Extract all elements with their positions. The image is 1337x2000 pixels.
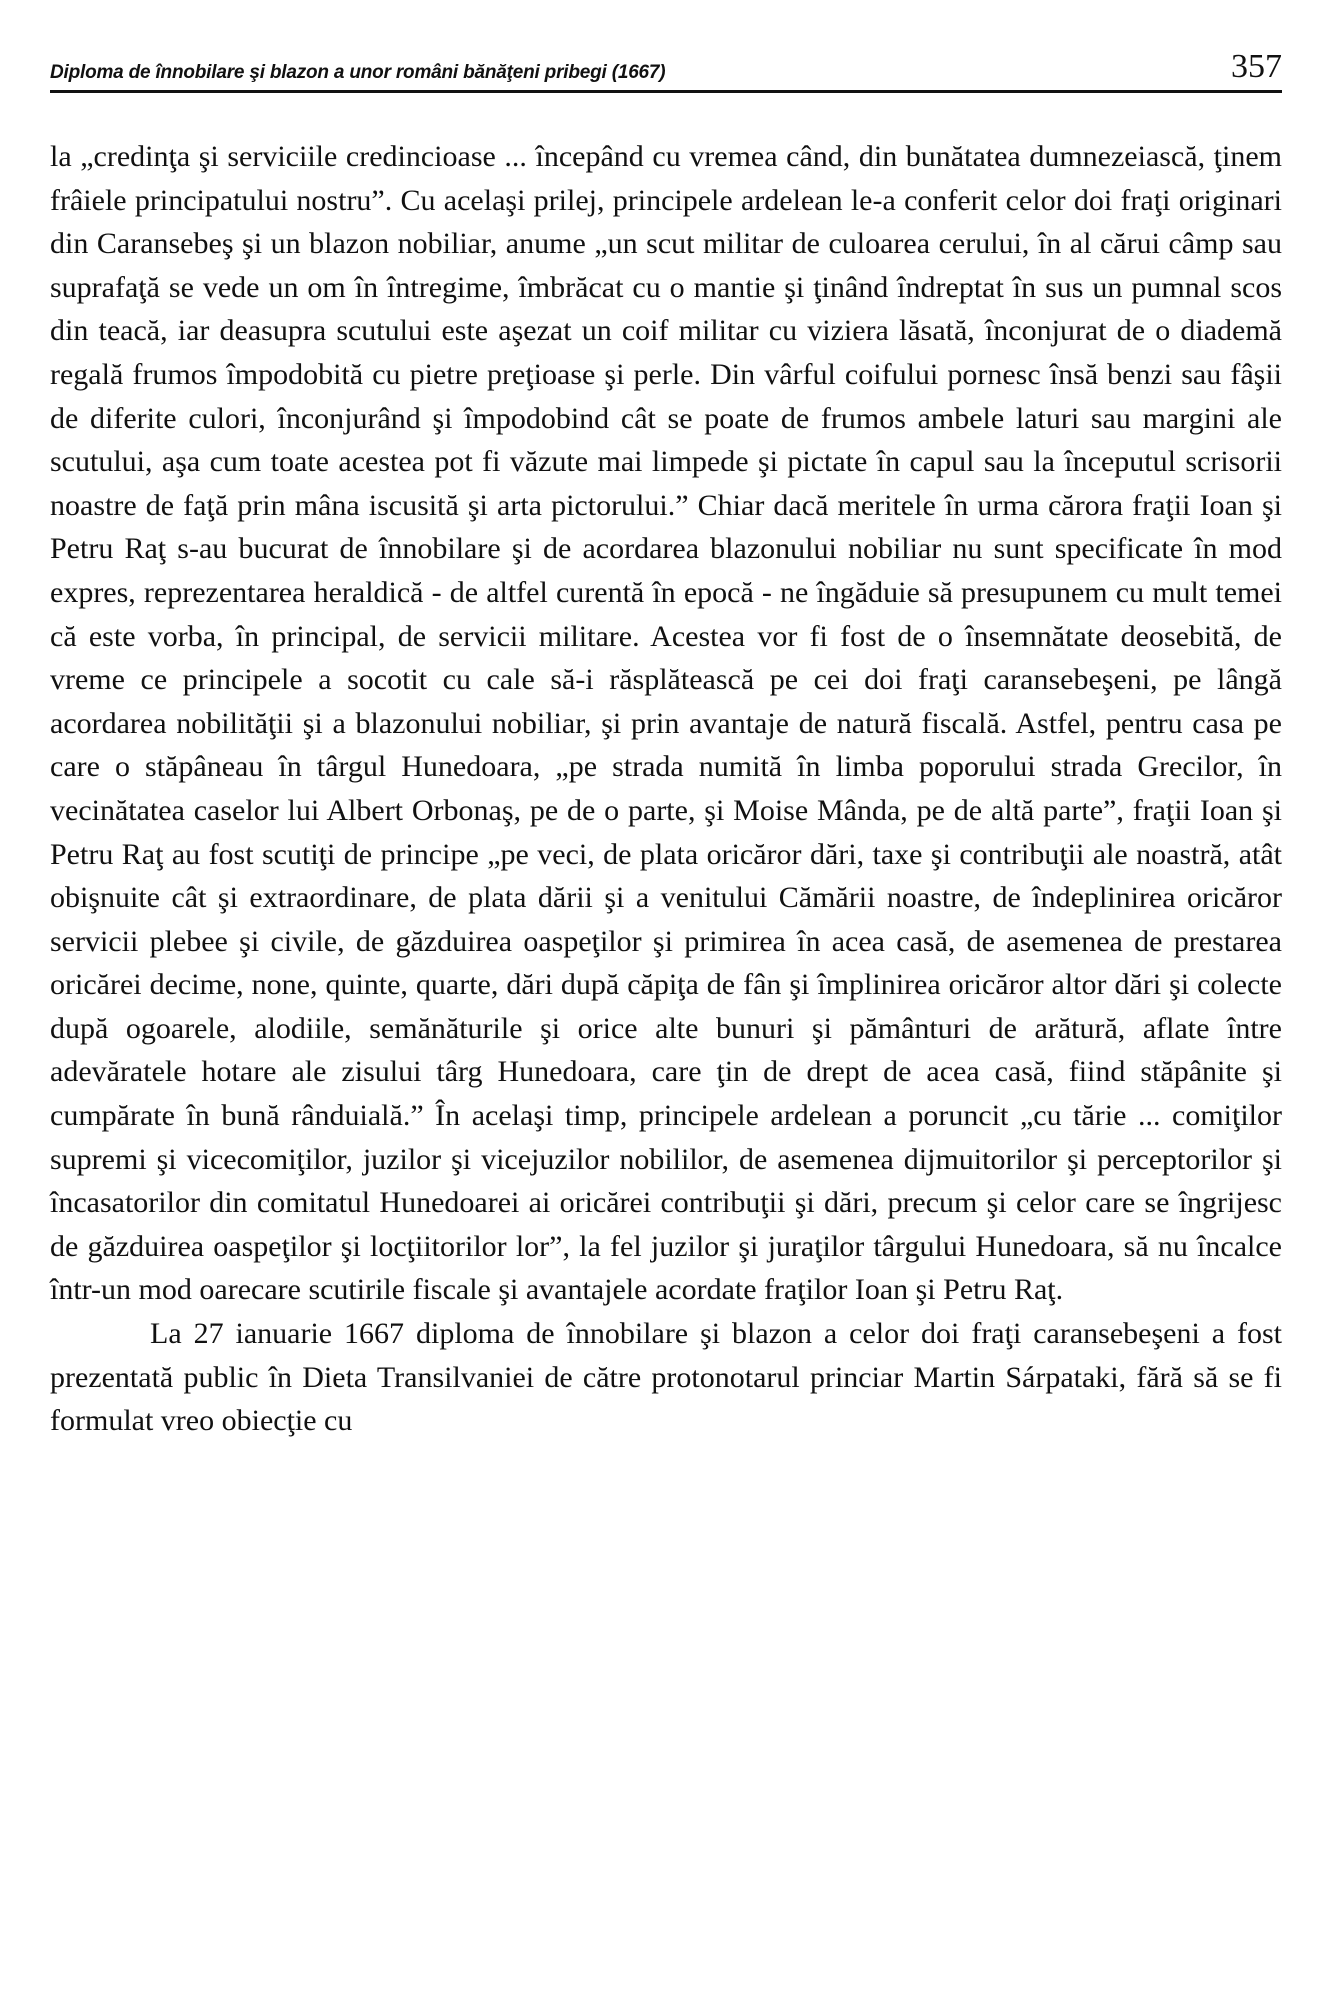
book-page (50, 40, 1282, 1443)
paragraph: La 27 ianuarie 1667 diploma de înnobilare şi blazon a celor doi fraţi caransebeşeni a fost prezentată public în Dieta Transilvaniei de către protonotarul princiar Martin Sárpataki, fără să se fi formulat vreo obiecţie cu (50, 1317, 1282, 1438)
paragraph-continued: la „credinţa şi serviciile credincioase ... începând cu vremea când, din bunătatea dumnezeiască, ţinem frâiele principatului nostru”. Cu acelaşi prilej, principele ardelean le-a conferit celor doi fraţi originari din Caransebeş şi un blazon nobiliar, anume „un scut militar de culoarea cerului, în al cărui câmp sau suprafaţă se vede un om în întregime, îmbrăcat cu o mantie şi ţinând îndreptat în sus un pumnal scos din teacă, iar deasupra scutului este aşezat un coif militar cu viziera lăsată, înconjurat de o diademă regală frumos împodobită cu pietre preţioase şi perle. Din vârful coifului pornesc însă benzi sau fâşii de diferite culori, înconjurând şi împodobind cât se poate de frumos ambele laturi sau margini ale scutului, aşa cum toate acestea pot fi văzute mai limpede şi pictate în capul sau la începutul scrisorii noastre de faţă prin mâna iscusită şi arta pictorului.” Chiar dacă meritele în urma cărora fraţii Ioan şi Petru Raţ s-au bucurat de înnobilare şi de acordarea blazonului nobiliar nu sunt specificate în mod expres, reprezentarea heraldică - de altfel curentă în epocă - ne îngăduie să presupunem cu mult temei că este vorba, în principal, de servicii militare. Acestea vor fi fost de o însemnătate deosebită, de vreme ce principele a socotit cu cale să-i răsplătească pe cei doi fraţi caransebeşeni, pe lângă acordarea nobilităţii şi a blazonului nobiliar, şi prin avantaje de natură fiscală. Astfel, pentru casa pe care o stăpâneau în târgul Hunedoara, „pe strada numită în limba poporului strada Grecilor, în vecinătatea caselor lui Albert Orbonaş, pe de o parte, şi Moise Mânda, pe de altă parte”, fraţii Ioan şi Petru Raţ au fost scutiţi de principe „pe veci, de plata oricăror dări, taxe şi contribuţii ale noastră, atât obişnuite cât şi extraordinare, de plata dării şi a venitului Cămării noastre, de îndeplinirea oricăror servicii plebee şi civile, de găzduirea oaspeţilor şi primirea în acea casă, de asemenea de prestarea oricărei decime, none, quinte, quarte, dări după căpiţa de fân şi împlinirea oricăror altor dări şi colecte după ogoarele, alodiile, semănăturile şi orice alte bunuri şi pământuri de arătură, aflate între adevăratele hotare ale zisului târg Hunedoara, care ţin de drept de acea casă, fiind stăpânite şi cumpărate în bună rânduială.” În acelaşi timp, principele ardelean a poruncit „cu tărie ... comiţilor supremi şi vicecomiţilor, juzilor şi vicejuzilor nobililor, de asemenea dijmuitorilor şi perceptorilor şi încasatorilor din comitatul Hunedoarei ai oricărei contribuţii şi dări, precum şi celor care se îngrijesc de găzduirea oaspeţilor şi locţiitorilor lor”, la fel juzilor şi juraţilor târgului Hunedoara, să nu încalce într-un mod oarecare scutirile fiscale şi avantajele acordate fraţilor Ioan şi Petru Raţ. (50, 140, 1282, 1307)
body-text (50, 135, 1282, 1443)
page-number: 357 (1231, 48, 1282, 85)
running-header (50, 40, 1282, 93)
running-title: Diploma de înnobilare şi blazon a unor români bănăţeni pribegi (1667) (50, 62, 666, 83)
